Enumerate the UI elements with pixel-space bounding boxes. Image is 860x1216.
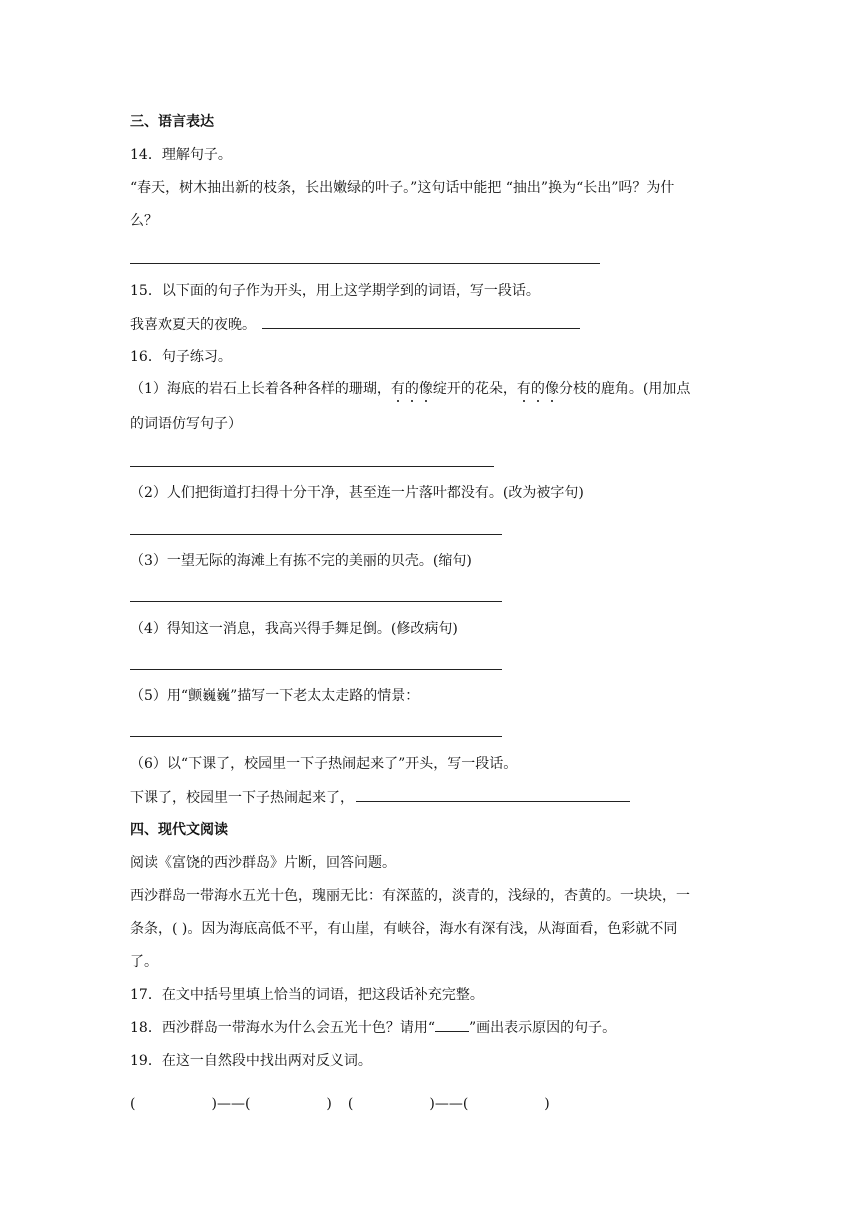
- paren-open: (: [347, 1096, 354, 1112]
- paren-close: ): [211, 1096, 217, 1112]
- paren-close: ): [544, 1096, 550, 1112]
- q14-answer-line[interactable]: [130, 263, 600, 264]
- dotted-char: 有: [516, 381, 531, 397]
- dotted-char: 有: [390, 381, 405, 397]
- paren-close: ): [326, 1096, 332, 1112]
- reading-intro: 阅读《富饶的西沙群岛》片断，回答问题。: [130, 855, 396, 871]
- q18-text-b: ”画出表示原因的句子。: [468, 1020, 617, 1036]
- section-heading-modern-reading: 四、现代文阅读: [130, 822, 228, 838]
- q15-answer-blank[interactable]: [262, 314, 580, 329]
- pair-dash: ——: [216, 1096, 245, 1112]
- paren-close: ): [429, 1096, 435, 1112]
- q16-part6-prompt: 下课了，校园里一下子热闹起来了，: [130, 790, 354, 806]
- q16-part6: （6）以“下课了，校园里一下子热闹起来了”开头，写一段话。: [130, 756, 518, 772]
- q16-part4-answer-line[interactable]: [130, 669, 502, 670]
- passage-line2: 条条，( )。因为海底高低不平，有山崖，有峡谷，海水有深有浅，从海面看，色彩就不同: [130, 921, 678, 937]
- q16-part5-answer-line[interactable]: [130, 736, 502, 737]
- q16-part3: （3）一望无际的海滩上有拣不完的美丽的贝壳。(缩句): [130, 553, 472, 569]
- q15-prompt: 我喜欢夏天的夜晚。: [130, 317, 256, 333]
- underline-sample: [435, 1019, 469, 1032]
- q16-part5: （5）用“颤巍巍”描写一下老太太走路的情景：: [130, 688, 420, 704]
- q15-prompt-row: [130, 314, 580, 335]
- dotted-char: 的: [530, 381, 545, 397]
- dotted-char: 像: [418, 381, 433, 397]
- q18-text-a: 18．西沙群岛一带海水为什么会五光十色？请用“: [130, 1020, 435, 1036]
- paren-open: (: [130, 1096, 136, 1112]
- passage-line1: 西沙群岛一带海水五光十色，瑰丽无比：有深蓝的，淡青的，浅绿的，杏黄的。一块块，一: [130, 888, 690, 904]
- q16-part1-text-c: 分枝的鹿角。(用加点: [558, 381, 691, 397]
- q16-part1-line2: 的词语仿写句子）: [130, 416, 242, 432]
- paren-open: (: [244, 1096, 251, 1112]
- passage-line3: 了。: [130, 954, 158, 970]
- paren-open: (: [462, 1096, 469, 1112]
- q16-part4: （4）得知这一消息，我高兴得手舞足倒。(修改病句): [130, 621, 458, 637]
- q14-title: 14．理解句子。: [130, 147, 232, 163]
- q16-part6-answer-blank[interactable]: [356, 787, 630, 802]
- pair-dash: ——: [434, 1096, 463, 1112]
- q16-part2: （2）人们把街道打扫得十分干净，甚至连一片落叶都没有。(改为被字句): [130, 485, 584, 501]
- q16-part1-answer-line[interactable]: [130, 466, 494, 467]
- q18-row: [130, 1018, 616, 1038]
- q16-title: 16．句子练习。: [130, 349, 232, 365]
- q19-text: 19．在这一自然段中找出两对反义词。: [130, 1053, 372, 1069]
- q17-text: 17．在文中括号里填上恰当的词语，把这段话补充完整。: [130, 987, 484, 1003]
- q14-text-line1: “春天，树木抽出新的枝条，长出嫩绿的叶子。”这句话中能把 “抽出”换为“长出”吗？为什: [130, 180, 675, 196]
- q16-part6-prompt-row: [130, 787, 630, 808]
- dotted-char: 的: [404, 381, 419, 397]
- q16-part1-line1: [130, 379, 690, 399]
- q14-text-line2: 么？: [130, 213, 158, 229]
- q16-part2-answer-line[interactable]: [130, 534, 502, 535]
- antonym-pairs-row: [130, 1094, 550, 1114]
- dotted-char: 像: [544, 381, 559, 397]
- q16-part1-text-a: （1）海底的岩石上长着各种各样的珊瑚，: [130, 381, 391, 397]
- q16-part1-text-b: 绽开的花朵，: [432, 381, 517, 397]
- section-heading-language-expression: 三、语言表达: [130, 114, 214, 130]
- q16-part3-answer-line[interactable]: [130, 601, 502, 602]
- q15-title: 15．以下面的句子作为开头，用上这学期学到的词语，写一段话。: [130, 283, 540, 299]
